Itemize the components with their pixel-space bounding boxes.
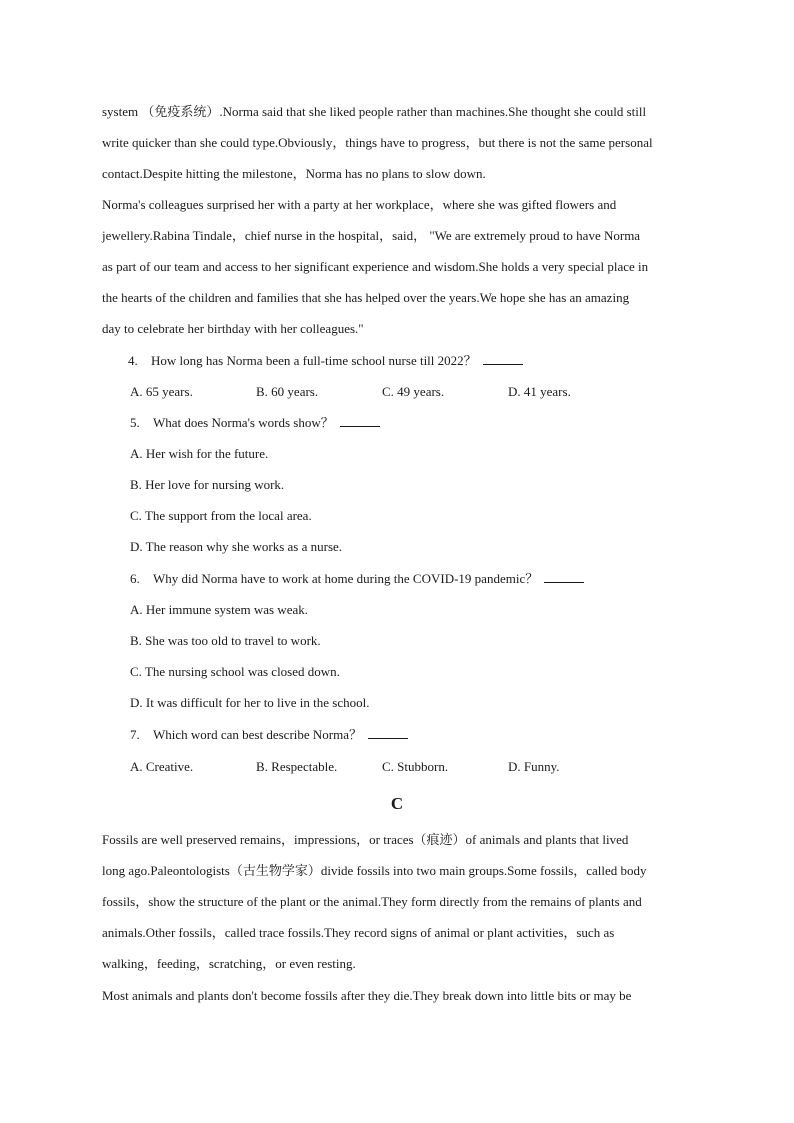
question-7 xyxy=(130,725,408,745)
passage-line: system （免疫系统）.Norma said that she liked people rather than machines.She thought she could still xyxy=(102,104,647,119)
option-c[interactable]: C. The nursing school was closed down. xyxy=(130,664,340,679)
option-d[interactable]: D. The reason why she works as a nurse. xyxy=(130,539,343,554)
passage-line: Fossils are well preserved remains，impressions，or traces（痕迹）of animals and plants that lived xyxy=(102,832,629,847)
question-6 xyxy=(130,569,584,589)
option-d[interactable]: D. 41 years. xyxy=(508,384,571,399)
passage-line: Norma's colleagues surprised her with a party at her workplace，where she was gifted flowers and xyxy=(102,197,617,212)
passage-line: animals.Other fossils，called trace fossils.They record signs of animal or plant activities，such as xyxy=(102,925,615,940)
option-d[interactable]: D. Funny. xyxy=(508,759,560,774)
option-b[interactable]: B. Respectable. xyxy=(256,759,338,774)
option-b[interactable]: B. 60 years. xyxy=(256,384,319,399)
passage-line: walking，feeding，scratching，or even resting. xyxy=(102,956,356,971)
question-number: 5. xyxy=(130,415,140,430)
section-heading: C xyxy=(390,794,404,813)
passage-line: the hearts of the children and families that she has helped over the years.We hope she has an amazing xyxy=(102,290,630,305)
passage-line: Most animals and plants don't become fossils after they die.They break down into little bits or may be xyxy=(102,988,632,1003)
question-text: Why did Norma have to work at home during the COVID-19 pandemic？ xyxy=(153,571,539,586)
question-number: 4. xyxy=(128,353,138,368)
option-c[interactable]: C. The support from the local area. xyxy=(130,508,312,523)
option-b[interactable]: B. Her love for nursing work. xyxy=(130,477,285,492)
option-c[interactable]: C. Stubborn. xyxy=(382,759,449,774)
question-text: How long has Norma been a full-time school nurse till 2022？ xyxy=(151,353,477,368)
option-b[interactable]: B. She was too old to travel to work. xyxy=(130,633,321,648)
option-a[interactable]: A. Creative. xyxy=(130,759,194,774)
answer-blank[interactable] xyxy=(368,725,408,739)
passage-line: jewellery.Rabina Tindale，chief nurse in the hospital，said， "We are extremely proud to have Norma xyxy=(102,228,641,243)
answer-blank[interactable] xyxy=(483,351,523,365)
question-5 xyxy=(130,413,380,433)
option-a[interactable]: A. 65 years. xyxy=(130,384,193,399)
passage-line: day to celebrate her birthday with her colleagues." xyxy=(102,321,364,336)
question-number: 6. xyxy=(130,571,140,586)
question-text: Which word can best describe Norma？ xyxy=(153,727,363,742)
option-a[interactable]: A. Her immune system was weak. xyxy=(130,602,308,617)
question-4 xyxy=(128,351,523,371)
passage-line: fossils，show the structure of the plant or the animal.They form directly from the remains of plants and xyxy=(102,894,642,909)
question-number: 7. xyxy=(130,727,140,742)
option-c[interactable]: C. 49 years. xyxy=(382,384,445,399)
option-d[interactable]: D. It was difficult for her to live in the school. xyxy=(130,695,370,710)
passage-line: contact.Despite hitting the milestone，Norma has no plans to slow down. xyxy=(102,166,486,181)
passage-line: long ago.Paleontologists（古生物学家）divide fossils into two main groups.Some fossils，called body xyxy=(102,863,647,878)
passage-line: as part of our team and access to her significant experience and wisdom.She holds a very special place in xyxy=(102,259,649,274)
answer-blank[interactable] xyxy=(340,413,380,427)
answer-blank[interactable] xyxy=(544,569,584,583)
question-text: What does Norma's words show？ xyxy=(153,415,334,430)
option-a[interactable]: A. Her wish for the future. xyxy=(130,446,269,461)
passage-line: write quicker than she could type.Obviously，things have to progress，but there is not the same personal xyxy=(102,135,653,150)
